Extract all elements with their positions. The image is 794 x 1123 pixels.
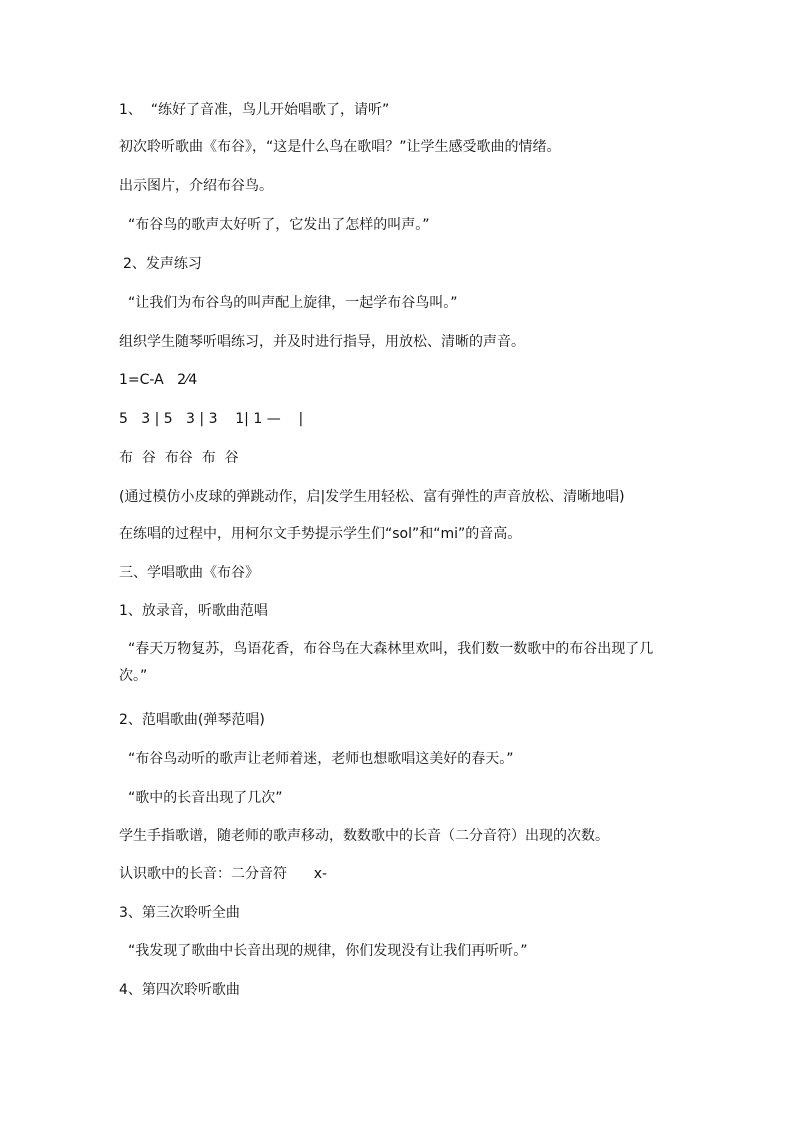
section-3-heading: 三、学唱歌曲《布谷》 [119,565,259,581]
paragraph: 学生手指歌谱，随老师的歌声移动，数数歌中的长音（二分音符）出现的次数。 [119,828,609,844]
step-2-heading: 2、发声练习 [123,256,202,272]
quote: “布谷鸟动听的歌声让老师着迷，老师也想歌唱这美好的春天。” [128,751,514,767]
quote: “春天万物复苏，鸟语花香，布谷鸟在大森林里欢叫，我们数一数歌中的布谷出现了几次。” [119,641,654,684]
key-signature: 1=C-A 2⁄4 [119,372,198,388]
step-1-heading: 1、 “练好了音准，鸟儿开始唱歌了，请听” [119,102,390,118]
paragraph: 初次聆听歌曲《布谷》，“这是什么鸟在歌唱？”让学生感受歌曲的情绪。 [119,139,561,155]
step-heading: 3、第三次聆听全曲 [119,905,240,921]
step-heading: 4、第四次聆听歌曲 [119,982,240,998]
paragraph: 出示图片，介绍布谷鸟。 [119,178,273,194]
quote: “布谷鸟的歌声太好听了，它发出了怎样的叫声。” [128,217,430,233]
paragraph: 在练唱的过程中，用柯尔文手势提示学生们“sol”和“mi”的音高。 [119,526,522,542]
step-heading: 1、放录音，听歌曲范唱 [119,603,268,619]
paragraph: 组织学生随琴听唱练习，并及时进行指导，用放松、清晰的声音。 [119,334,525,350]
step-heading: 2、范唱歌曲(弹琴范唱) [119,712,265,728]
paragraph: (通过模仿小皮球的弹跳动作，启|发学生用轻松、富有弹性的声音放松、清晰地唱) [119,489,625,505]
lyrics: 布 谷 布谷 布 谷 [119,450,239,466]
quote: “让我们为布谷鸟的叫声配上旋律，一起学布谷鸟叫。” [128,295,458,311]
quote: “我发现了歌曲中长音出现的规律，你们发现没有让我们再听听。” [128,943,528,959]
paragraph: 认识歌中的长音：二分音符 x- [119,866,328,882]
quote: “歌中的长音出现了几次” [128,790,283,806]
notation: 5 3 | 5 3 | 3 1| 1 — | [119,411,304,427]
